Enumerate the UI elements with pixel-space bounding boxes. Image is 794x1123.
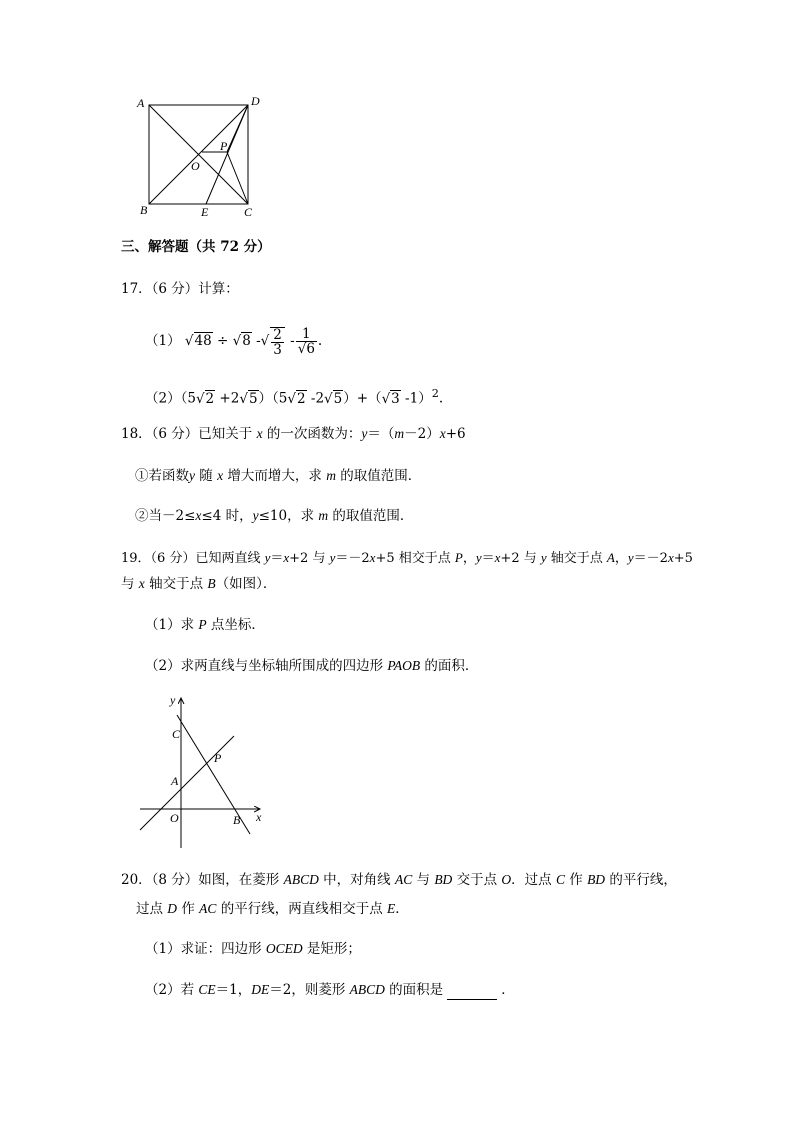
answer-blank[interactable]: [447, 985, 497, 1000]
q20-line1: 20．（8 分）如图，在菱形 ABCD 中，对角线 AC 与 BD 交于点 O．过点 C 作 BD 的平行线，: [121, 872, 677, 888]
q17-part2: （2）（5√2 +2√5）（5√2 -2√5）+（√3 -1）$^2$.: [145, 387, 444, 407]
q17-part1: （1） √48 ÷ √8 -√ $\frac{2}{3}$ - $\frac{1}{√6}$ .: [145, 326, 323, 358]
q17-p1-label: （1）: [145, 333, 181, 349]
q18-stem: 18．（6 分）已知关于 x 的一次函数为：y＝（m－2）x+6: [121, 426, 466, 442]
sqrt-8: √8: [232, 333, 251, 349]
minus-sign: -: [256, 333, 261, 349]
label-a: A: [137, 96, 145, 110]
q19-part1: （1）求 P 点坐标．: [145, 617, 265, 633]
label-b: B: [233, 813, 241, 827]
label-a: A: [171, 774, 179, 788]
segment-pc: [227, 152, 248, 204]
label-e: E: [201, 205, 209, 219]
divide-sign: ÷: [216, 333, 229, 349]
label-c: C: [244, 205, 253, 219]
label-p: P: [214, 751, 222, 765]
q17-stem: 17．（6 分）计算：: [121, 281, 239, 297]
q19-part2: （2）求两直线与坐标轴所围成的四边形 PAOB 的面积．: [145, 658, 479, 674]
sqrt-frac: √ $\frac{2}{3}$: [261, 326, 286, 357]
q19-line2: 与 x 轴交于点 B（如图）．: [121, 576, 277, 592]
q18-part2: ②当－2≤x≤4 时，y≤10，求 m 的取值范围．: [135, 508, 414, 524]
label-d: D: [251, 94, 260, 108]
label-b: B: [140, 203, 148, 217]
label-y-axis: y: [170, 693, 176, 707]
label-o: O: [191, 159, 200, 173]
sqrt-48: √48: [184, 333, 212, 349]
label-x-axis: x: [256, 810, 262, 824]
label-c: C: [172, 727, 181, 741]
section-title: 三、解答题（共 72 分）: [121, 239, 271, 255]
axes-figure: [130, 688, 280, 853]
q20-part2: （2）若 CE＝1，DE＝2，则菱形 ABCD 的面积是 ．: [145, 982, 515, 998]
label-p: P: [220, 139, 228, 153]
label-o: O: [170, 811, 179, 825]
frac-one-over-sqrt6: $\frac{1}{√6}$: [297, 326, 315, 357]
minus-sign-2: -: [290, 333, 295, 349]
q20-part1: （1）求证：四边形 OCED 是矩形；: [145, 941, 361, 957]
square-figure: [130, 92, 270, 222]
q18-part1: ①若函数y 随 x 增大而增大，求 m 的取值范围．: [135, 468, 422, 484]
q20-line2: 过点 D 作 AC 的平行线，两直线相交于点 E．: [136, 901, 409, 917]
q19-line1: 19．（6 分）已知两直线 y＝x+2 与 y＝－2x+5 相交于点 P，y＝x+2 与 y 轴交于点 A，y＝－2x+5: [121, 550, 693, 566]
